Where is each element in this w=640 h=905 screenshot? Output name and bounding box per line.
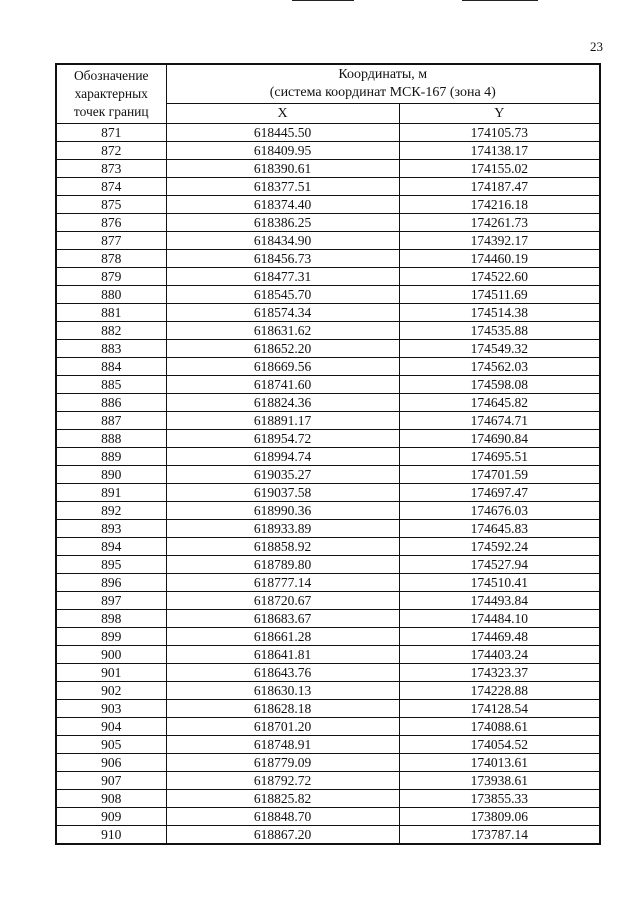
table-row: [56, 520, 600, 538]
point-number-cell: 895: [56, 556, 166, 574]
x-coordinate-cell: 618741.60: [166, 376, 399, 394]
table-row: [56, 394, 600, 412]
x-coordinate-cell: 618669.56: [166, 358, 399, 376]
y-coordinate-cell: 174645.83: [399, 520, 600, 538]
x-coordinate-cell: 618720.67: [166, 592, 399, 610]
x-coordinate-cell: 618652.20: [166, 340, 399, 358]
x-coordinate-cell: 618574.34: [166, 304, 399, 322]
point-number-cell: 892: [56, 502, 166, 520]
x-coordinate-cell: 618631.62: [166, 322, 399, 340]
x-coordinate-cell: 618848.70: [166, 808, 399, 826]
point-number-cell: 906: [56, 754, 166, 772]
x-coordinate-cell: 618792.72: [166, 772, 399, 790]
x-coordinate-cell: 618954.72: [166, 430, 399, 448]
point-number-cell: 897: [56, 592, 166, 610]
y-coordinate-cell: 174549.32: [399, 340, 600, 358]
point-number-cell: 885: [56, 376, 166, 394]
coordinates-header: [166, 64, 600, 104]
point-number-cell: 881: [56, 304, 166, 322]
x-coordinate-cell: 618374.40: [166, 196, 399, 214]
coordinates-header-line-2: (система координат МСК-167 (зона 4): [269, 85, 496, 100]
table-row: [56, 772, 600, 790]
point-number-cell: 910: [56, 826, 166, 845]
y-coordinate-cell: 174460.19: [399, 250, 600, 268]
table-row: [56, 448, 600, 466]
point-number-cell: 888: [56, 430, 166, 448]
designation-header-line-3: точек границ: [73, 104, 149, 119]
point-number-cell: 879: [56, 268, 166, 286]
point-number-cell: 876: [56, 214, 166, 232]
x-coordinate-cell: 618825.82: [166, 790, 399, 808]
y-coordinate-cell: 174695.51: [399, 448, 600, 466]
table-row: [56, 304, 600, 322]
y-coordinate-cell: 174674.71: [399, 412, 600, 430]
x-coordinate-cell: 618789.80: [166, 556, 399, 574]
x-coordinate-cell: 618386.25: [166, 214, 399, 232]
table-row: [56, 142, 600, 160]
table-row: [56, 610, 600, 628]
point-number-cell: 900: [56, 646, 166, 664]
y-coordinate-cell: 174527.94: [399, 556, 600, 574]
point-number-cell: 890: [56, 466, 166, 484]
y-coordinate-cell: 173809.06: [399, 808, 600, 826]
x-coordinate-cell: 618858.92: [166, 538, 399, 556]
table-row: [56, 502, 600, 520]
coordinates-table: [55, 63, 601, 845]
point-number-cell: 874: [56, 178, 166, 196]
x-coordinate-cell: 618643.76: [166, 664, 399, 682]
coordinates-header-line-1: Координаты, м: [338, 67, 428, 82]
y-coordinate-cell: 174403.24: [399, 646, 600, 664]
table-row: [56, 826, 600, 845]
point-number-cell: 901: [56, 664, 166, 682]
table-row: [56, 700, 600, 718]
table-row: [56, 718, 600, 736]
x-coordinate-cell: 618933.89: [166, 520, 399, 538]
table-row: [56, 736, 600, 754]
point-number-cell: 891: [56, 484, 166, 502]
x-coordinate-cell: 618628.18: [166, 700, 399, 718]
table-row: [56, 376, 600, 394]
top-edge-line-left: [292, 0, 354, 1]
table-row: [56, 160, 600, 178]
x-header: X: [166, 104, 399, 124]
table-row: [56, 556, 600, 574]
x-coordinate-cell: 618748.91: [166, 736, 399, 754]
point-number-cell: 889: [56, 448, 166, 466]
y-coordinate-cell: 174522.60: [399, 268, 600, 286]
x-coordinate-cell: 618377.51: [166, 178, 399, 196]
point-number-cell: 873: [56, 160, 166, 178]
y-coordinate-cell: 174511.69: [399, 286, 600, 304]
point-number-cell: 880: [56, 286, 166, 304]
y-coordinate-cell: 174697.47: [399, 484, 600, 502]
x-coordinate-cell: 618409.95: [166, 142, 399, 160]
y-coordinate-cell: 174690.84: [399, 430, 600, 448]
x-coordinate-cell: 618683.67: [166, 610, 399, 628]
y-coordinate-cell: 174510.41: [399, 574, 600, 592]
x-coordinate-cell: 618445.50: [166, 124, 399, 142]
x-coordinate-cell: 618477.31: [166, 268, 399, 286]
point-number-cell: 909: [56, 808, 166, 826]
point-number-cell: 883: [56, 340, 166, 358]
x-coordinate-cell: 618641.81: [166, 646, 399, 664]
y-coordinate-cell: 174323.37: [399, 664, 600, 682]
table-row: [56, 754, 600, 772]
y-coordinate-cell: 174216.18: [399, 196, 600, 214]
table-body: [56, 124, 600, 845]
y-coordinate-cell: 174261.73: [399, 214, 600, 232]
table-row: [56, 538, 600, 556]
y-coordinate-cell: 174469.48: [399, 628, 600, 646]
y-header: Y: [399, 104, 600, 124]
y-coordinate-cell: 174645.82: [399, 394, 600, 412]
table-row: [56, 628, 600, 646]
x-coordinate-cell: 618390.61: [166, 160, 399, 178]
x-coordinate-cell: 618777.14: [166, 574, 399, 592]
x-coordinate-cell: 618630.13: [166, 682, 399, 700]
y-coordinate-cell: 174592.24: [399, 538, 600, 556]
top-edge-line-right: [462, 0, 538, 1]
table-row: [56, 322, 600, 340]
x-coordinate-cell: 618434.90: [166, 232, 399, 250]
y-coordinate-cell: 174138.17: [399, 142, 600, 160]
y-coordinate-cell: 174054.52: [399, 736, 600, 754]
y-coordinate-cell: 174128.54: [399, 700, 600, 718]
table-row: [56, 592, 600, 610]
x-coordinate-cell: 618456.73: [166, 250, 399, 268]
point-number-cell: 902: [56, 682, 166, 700]
table-row: [56, 124, 600, 142]
y-coordinate-cell: 174392.17: [399, 232, 600, 250]
y-coordinate-cell: 174535.88: [399, 322, 600, 340]
y-coordinate-cell: 174562.03: [399, 358, 600, 376]
point-number-cell: 882: [56, 322, 166, 340]
point-number-cell: 894: [56, 538, 166, 556]
table-row: [56, 646, 600, 664]
y-coordinate-cell: 174013.61: [399, 754, 600, 772]
table-row: [56, 232, 600, 250]
x-coordinate-cell: 618867.20: [166, 826, 399, 845]
x-coordinate-cell: 618701.20: [166, 718, 399, 736]
table-row: [56, 196, 600, 214]
table-row: [56, 484, 600, 502]
point-number-cell: 898: [56, 610, 166, 628]
table-row: [56, 412, 600, 430]
page-number: 23: [590, 39, 603, 54]
table-row: [56, 286, 600, 304]
point-number-cell: 908: [56, 790, 166, 808]
table-row: [56, 466, 600, 484]
table-row: [56, 340, 600, 358]
y-coordinate-cell: 174676.03: [399, 502, 600, 520]
y-coordinate-cell: 174105.73: [399, 124, 600, 142]
table-row: [56, 808, 600, 826]
table-row: [56, 574, 600, 592]
x-coordinate-cell: 618779.09: [166, 754, 399, 772]
y-coordinate-cell: 174701.59: [399, 466, 600, 484]
y-coordinate-cell: 174493.84: [399, 592, 600, 610]
y-coordinate-cell: 174228.88: [399, 682, 600, 700]
point-number-cell: 907: [56, 772, 166, 790]
table-row: [56, 214, 600, 232]
table-row: [56, 430, 600, 448]
point-number-cell: 878: [56, 250, 166, 268]
y-coordinate-cell: 174155.02: [399, 160, 600, 178]
point-number-cell: 893: [56, 520, 166, 538]
x-coordinate-cell: 618891.17: [166, 412, 399, 430]
x-coordinate-cell: 618824.36: [166, 394, 399, 412]
point-number-cell: 905: [56, 736, 166, 754]
y-coordinate-cell: 173855.33: [399, 790, 600, 808]
point-number-cell: 877: [56, 232, 166, 250]
y-coordinate-cell: 174088.61: [399, 718, 600, 736]
point-number-cell: 871: [56, 124, 166, 142]
y-coordinate-cell: 174598.08: [399, 376, 600, 394]
point-number-cell: 899: [56, 628, 166, 646]
table-row: [56, 358, 600, 376]
point-number-cell: 904: [56, 718, 166, 736]
x-coordinate-cell: 618994.74: [166, 448, 399, 466]
x-coordinate-cell: 618990.36: [166, 502, 399, 520]
x-coordinate-cell: 619035.27: [166, 466, 399, 484]
point-number-cell: 875: [56, 196, 166, 214]
table-row: [56, 682, 600, 700]
x-coordinate-cell: 618545.70: [166, 286, 399, 304]
point-number-cell: 886: [56, 394, 166, 412]
table-row: [56, 178, 600, 196]
x-coordinate-cell: 618661.28: [166, 628, 399, 646]
y-coordinate-cell: 173787.14: [399, 826, 600, 845]
table-row: [56, 268, 600, 286]
table-row: [56, 790, 600, 808]
table-row: [56, 664, 600, 682]
designation-header: [56, 64, 166, 124]
point-number-cell: 896: [56, 574, 166, 592]
designation-header-line-1: Обозначение: [73, 68, 149, 83]
designation-header-line-2: характерных: [74, 86, 148, 101]
point-number-cell: 903: [56, 700, 166, 718]
point-number-cell: 887: [56, 412, 166, 430]
y-coordinate-cell: 174484.10: [399, 610, 600, 628]
x-coordinate-cell: 619037.58: [166, 484, 399, 502]
table-row: [56, 250, 600, 268]
y-coordinate-cell: 174514.38: [399, 304, 600, 322]
point-number-cell: 872: [56, 142, 166, 160]
y-coordinate-cell: 173938.61: [399, 772, 600, 790]
point-number-cell: 884: [56, 358, 166, 376]
y-coordinate-cell: 174187.47: [399, 178, 600, 196]
